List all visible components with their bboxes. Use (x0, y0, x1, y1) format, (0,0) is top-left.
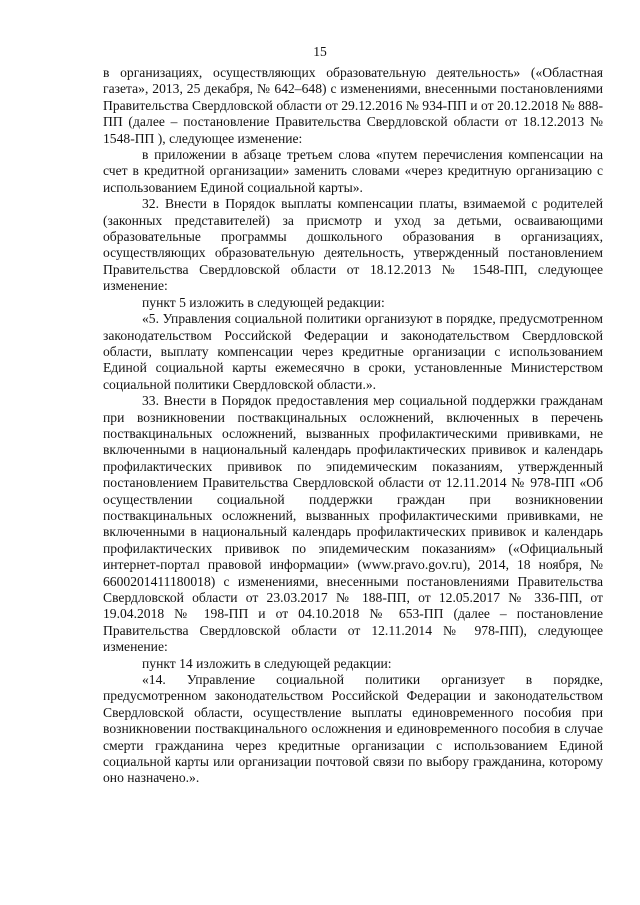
paragraph-point-5-text: «5. Управления социальной политики организуют в порядке, предусмотренном законодательством Российской Федерации и законодательством Свердловской области, выплату компенсации через кредитные организации с использованием Единой социальной карты ежемесячно в сроки, установленные Министерством социальной политики Свердловской области.». (103, 311, 603, 392)
paragraph-item-33: 33. Внести в Порядок предоставления мер социальной поддержки гражданам при возникновении поствакцинальных осложнений, включенных в перечень поствакцинальных осложнений, вызванных профилактическими прививками, не включенными в национальный календарь профилактических прививок и календарь профилактических прививок по эпидемическим показаниям, утвержденный постановлением Правительства Свердловской области от 12.11.2014 № 978-ПП «Об осуществлении социальной поддержки граждан при возникновении поствакцинальных осложнений, вызванных профилактическими прививками, не включенными в национальный календарь профилактических прививок и календарь профилактических прививок по эпидемическим показаниям» («Официальный интернет-портал правовой информации» (www.pravo.gov.ru), 2014, 18 ноября, № 6600201411180018) с изменениями, внесенными постановлениями Правительства Свердловской области от 23.03.2017 № 188-ПП, от 12.05.2017 № 336-ПП, от 19.04.2018 № 198-ПП и от 04.10.2018 № 653-ПП (далее – постановление Правительства Свердловской области от 12.11.2014 № 978-ПП), следующее изменение: (103, 393, 603, 655)
document-body (103, 65, 603, 787)
paragraph-point-14-text: «14. Управление социальной политики организует в порядке, предусмотренном законодательством Российской Федерации и законодательством Свердловской области, осуществление выплаты единовременного пособия при возникновении поствакцинального осложнения и единовременного пособия в случае смерти гражданина через кредитные организации с использованием Единой социальной карты или организации почтовой связи по выбору гражданина, которому оно назначено.». (103, 672, 603, 786)
paragraph-continuation: в организациях, осуществляющих образовательную деятельность» («Областная газета», 2013, 25 декабря, № 642–648) с изменениями, внесенными постановлениями Правительства Свердловской области от 29.12.2016 № 934-ПП и от 20.12.2018 № 888-ПП (далее – постановление Правительства Свердловской области от 18.12.2013 № 1548-ПП ), следующее изменение: (103, 65, 603, 146)
page-number: 15 (313, 44, 327, 59)
paragraph-item-32: 32. Внести в Порядок выплаты компенсации платы, взимаемой с родителей (законных представителей) за присмотр и уход за детьми, осваивающими образовательные программы дошкольного образования в организациях, осуществляющих образовательную деятельность, утвержденный постановлением Правительства Свердловской области от 18.12.2013 № 1548-ПП, следующее изменение: (103, 196, 603, 294)
paragraph-appendix-change: в приложении в абзаце третьем слова «путем перечисления компенсации на счет в кредитной организации» заменить словами «через кредитную организацию с использованием Единой социальной карты». (103, 147, 603, 195)
paragraph-item-33-point-14: пункт 14 изложить в следующей редакции: (142, 655, 392, 671)
paragraph-item-32-point-5: пункт 5 изложить в следующей редакции: (142, 294, 385, 310)
